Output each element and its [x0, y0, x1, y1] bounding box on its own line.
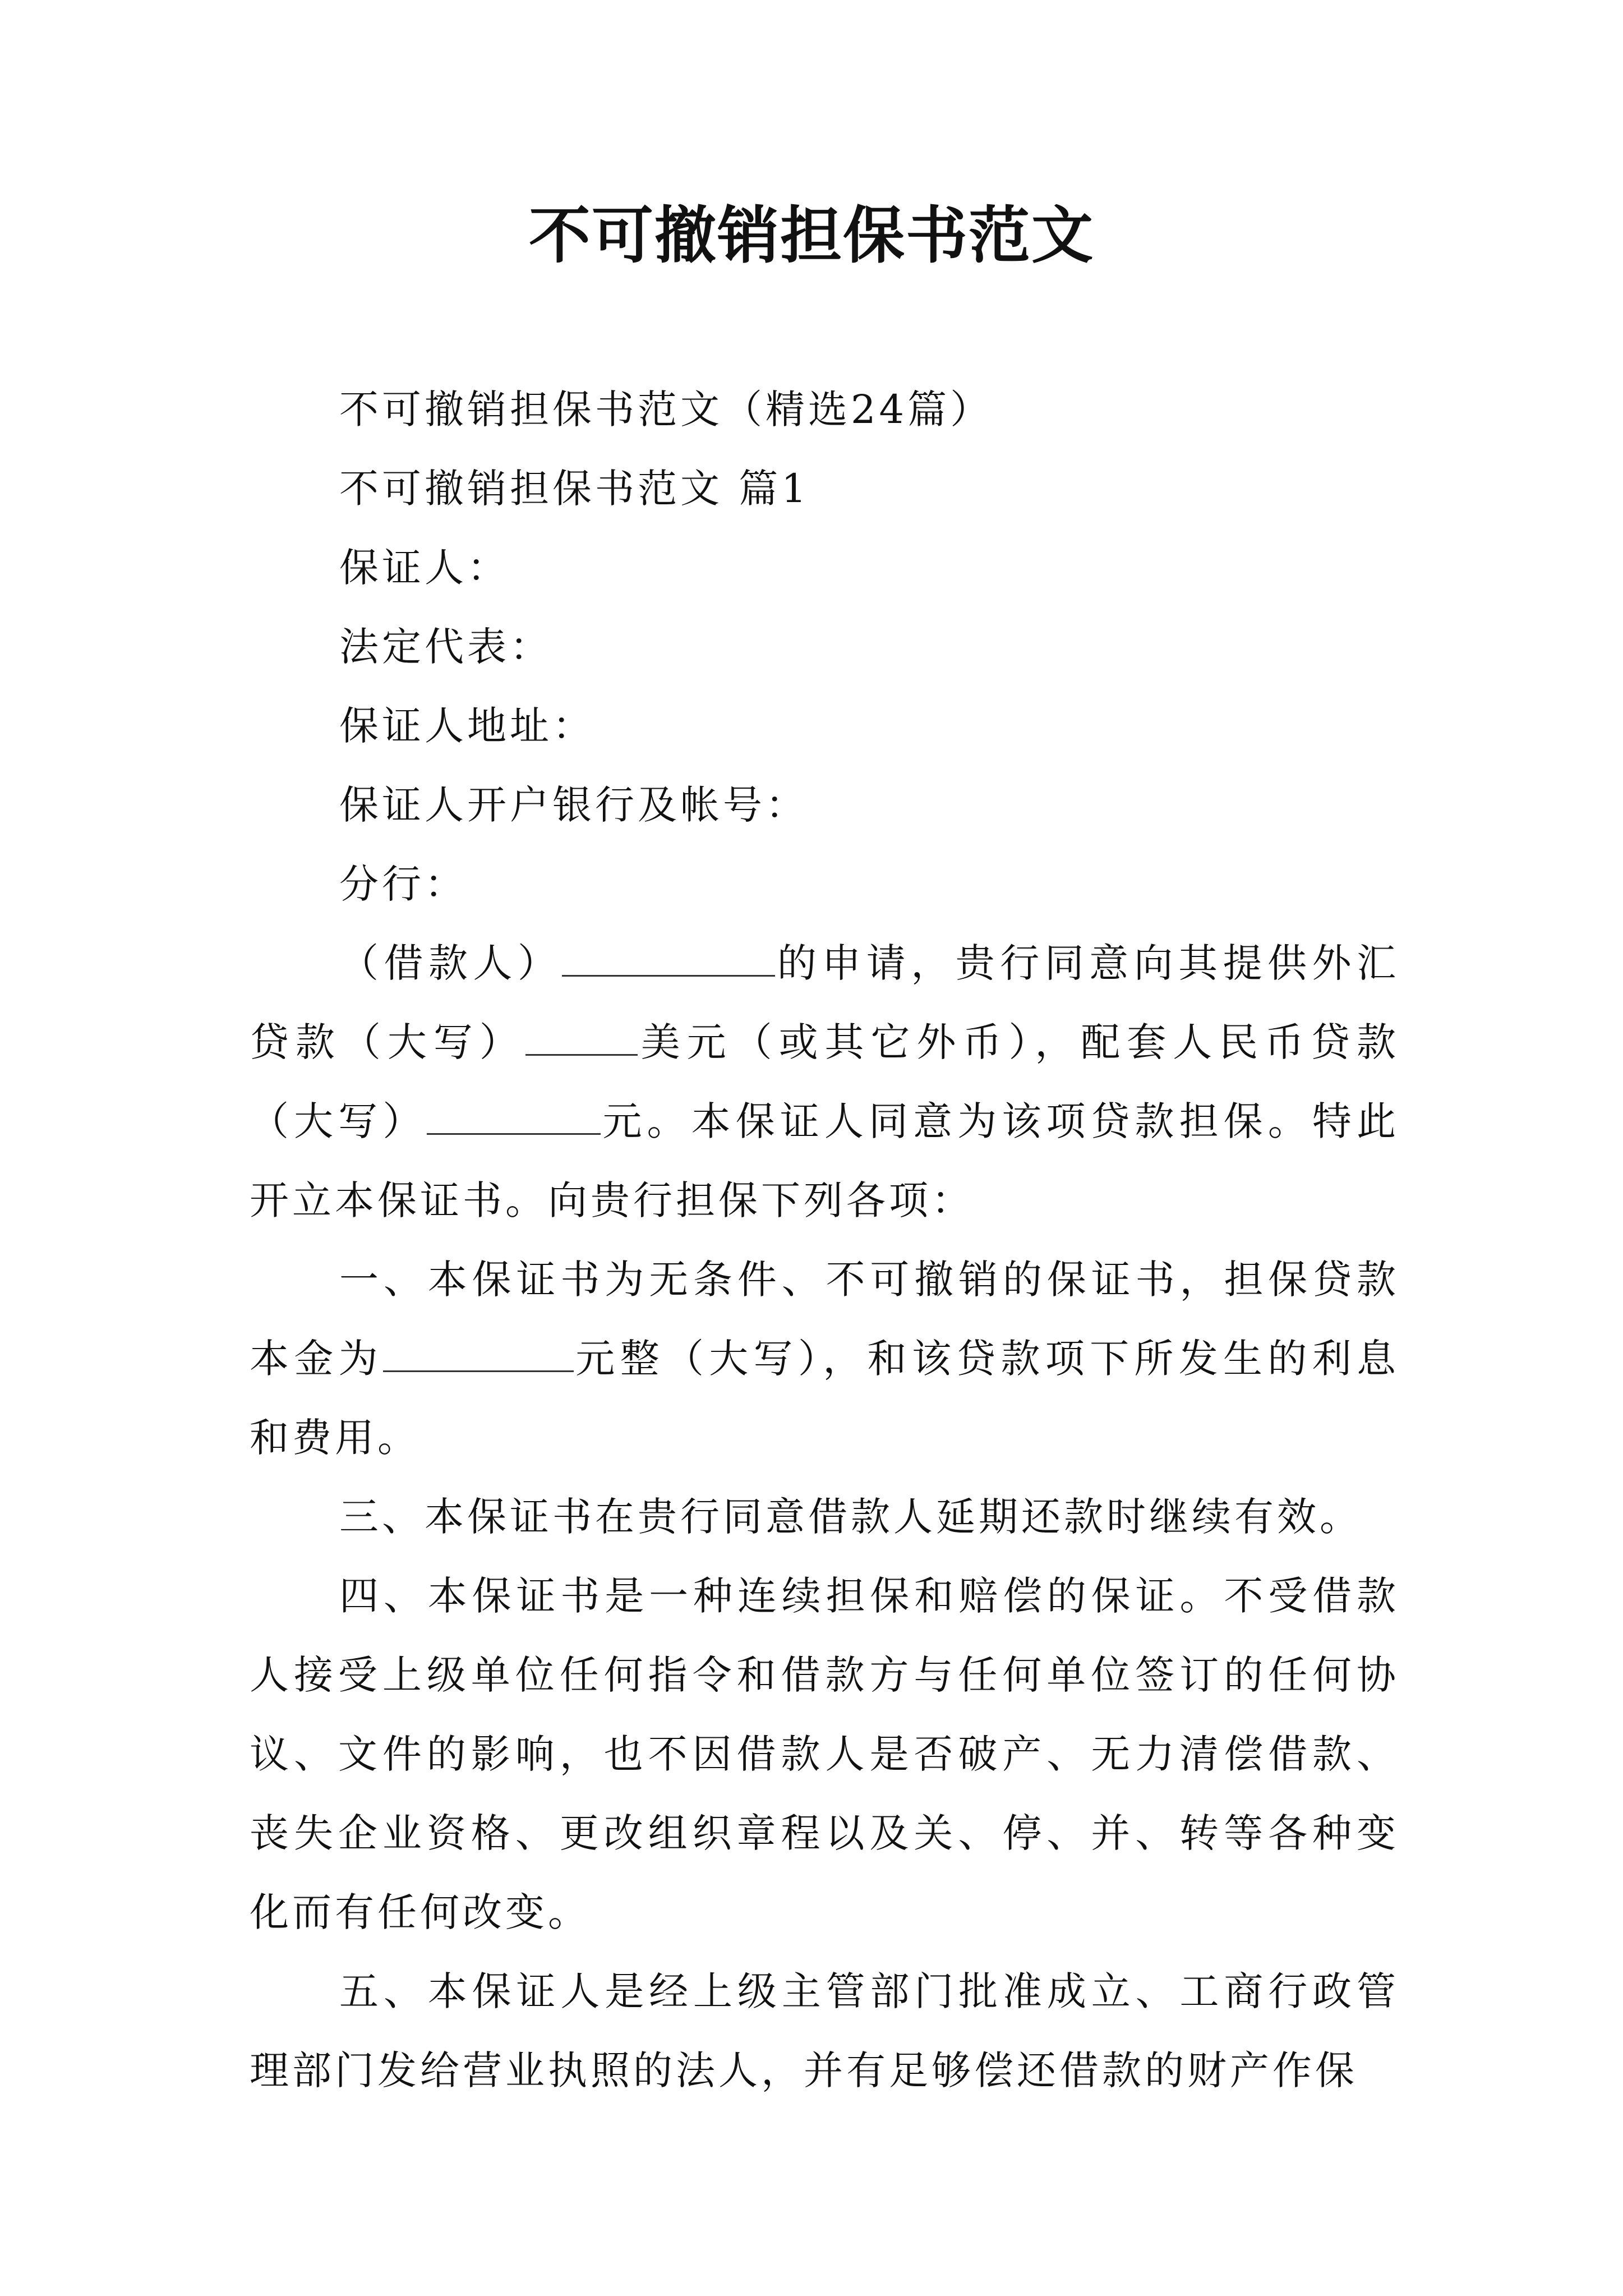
p1-text-d: 元。本保证人同意为该项贷款担保。特此开立本保证书。向贵行担保下列各项： — [250, 1098, 1400, 1223]
clause-4-paragraph: 四、本保证书是一种连续担保和赔偿的保证。不受借款人接受上级单位任何指令和借款方与任何单位签订的任何协议、文件的影响，也不因借款人是否破产、无力清偿借款、丧失企业资格、更改组织章程以及关、停、并、转等各种变化而有任何改变。 — [250, 1573, 1399, 1935]
legal-rep-line: 法定代表： — [339, 624, 552, 670]
principal-amount-blank — [383, 1337, 574, 1372]
subtitle-line: 不可撤销担保书范文（精选24篇） — [339, 386, 993, 432]
p1-text-c: 美元（或其它外币），配套人民币贷款（大写） — [250, 1019, 1400, 1144]
branch-line: 分行： — [339, 861, 467, 907]
borrower-blank — [562, 941, 775, 977]
document-body — [250, 370, 1399, 2110]
clause-1-paragraph — [250, 1240, 1399, 1478]
p2-text-b: 元整（大写），和该贷款项下所发生的利息和费用。 — [250, 1336, 1400, 1461]
guarantor-address-line: 保证人地址： — [339, 703, 595, 749]
guarantor-line: 保证人： — [339, 545, 510, 591]
loan-request-paragraph — [250, 924, 1399, 1240]
rmb-amount-blank — [427, 1099, 601, 1135]
clause-5-paragraph: 五、本保证人是经上级主管部门批准成立、工商行政管理部门发给营业执照的法人，并有足够偿还借款的财产作保 — [250, 1968, 1399, 2093]
guarantor-bank-line: 保证人开户银行及帐号： — [339, 782, 808, 828]
p1-text-a: （借款人） — [339, 940, 562, 986]
clause-3-paragraph: 三、本保证书在贵行同意借款人延期还款时继续有效。 — [339, 1494, 1362, 1540]
p1-text-b: 的申请，贵行同意向其提供外汇贷款（大写） — [250, 940, 1400, 1065]
document-title: 不可撤销担保书范文 — [529, 199, 1094, 272]
part-heading: 不可撤销担保书范文 篇1 — [339, 466, 810, 512]
usd-amount-blank — [525, 1020, 638, 1056]
p2-text-a: 一、本保证书为无条件、不可撤销的保证书，担保贷款本金为 — [250, 1257, 1399, 1382]
